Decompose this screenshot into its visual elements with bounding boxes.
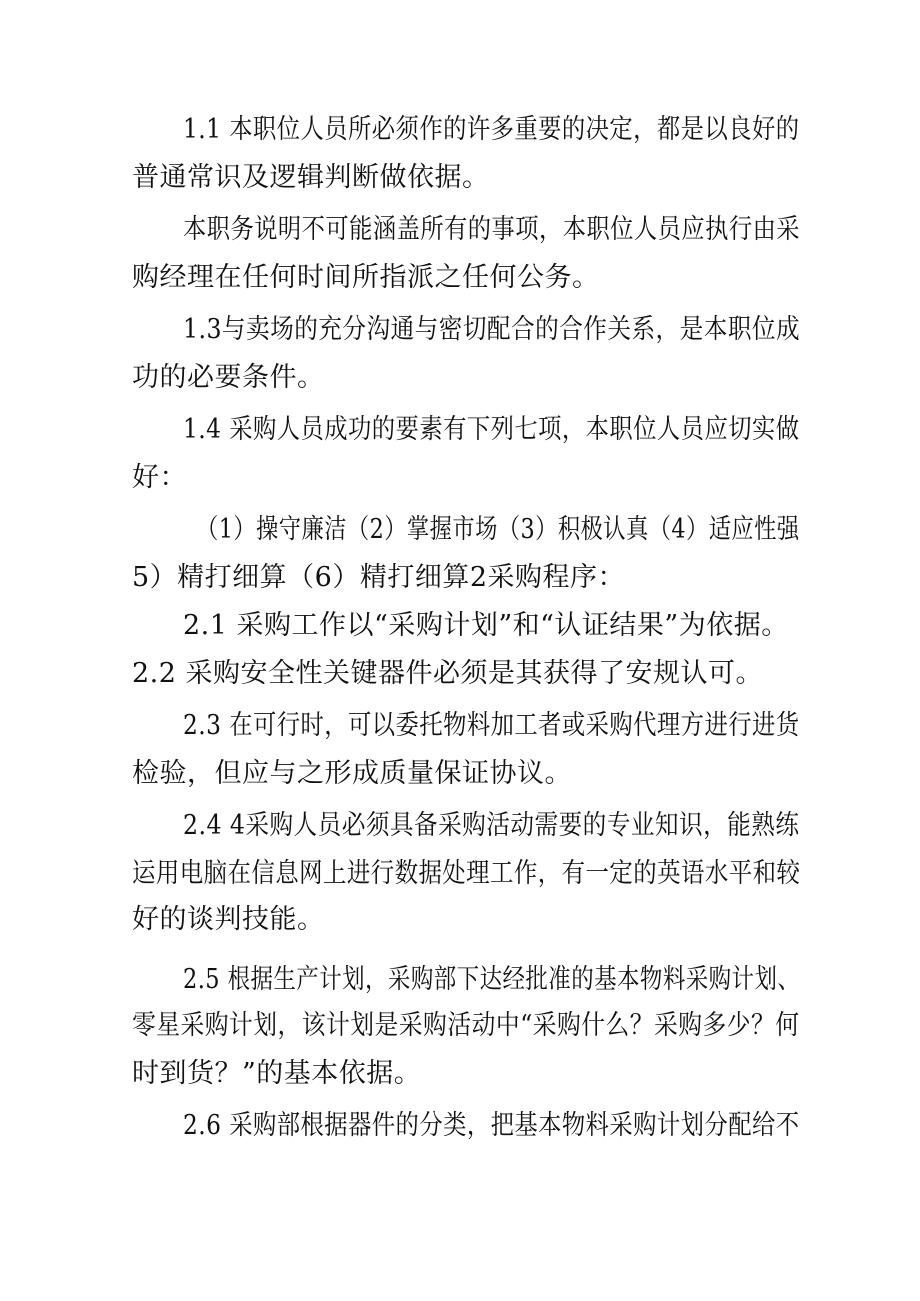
paragraph-4-line-2: 好： xyxy=(132,462,187,493)
paragraph-6-line-1: 2.1 采购工作以“采购计划”和“认证结果”为依据。 xyxy=(183,610,789,641)
paragraph-11-line-1: 2.6 采购部根据器件的分类，把基本物料采购计划分配给不 xyxy=(183,1110,800,1141)
paragraph-10-line-2: 零星采购计划，该计划是采购活动中“采购什么？采购多少？何 xyxy=(132,1010,800,1041)
paragraph-3-line-2: 功的必要条件。 xyxy=(132,362,325,393)
paragraph-2-line-1: 本职务说明不可能涵盖所有的事项，本职位人员应执行由采 xyxy=(183,214,801,245)
paragraph-1-line-1: 1.1 本职位人员所必须作的许多重要的决定，都是以良好的 xyxy=(183,114,800,145)
paragraph-9-line-2: 运用电脑在信息网上进行数据处理工作，有一定的英语水平和较 xyxy=(132,858,801,889)
paragraph-9-line-1: 2.4 4采购人员必须具备采购活动需要的专业知识，能熟练 xyxy=(183,810,800,841)
paragraph-5-line-1: （1）操守廉洁（2）掌握市场（3）积极认真（4）适应性强 xyxy=(196,514,800,545)
paragraph-7-line-1: 2.2 采购安全性关键器件必须是其获得了安规认可。 xyxy=(132,658,764,689)
paragraph-3-line-1: 1.3与卖场的充分沟通与密切配合的合作关系，是本职位成 xyxy=(183,314,801,345)
paragraph-10-line-1: 2.5 根据生产计划，采购部下达经批准的基本物料采购计划、 xyxy=(183,964,801,995)
paragraph-9-line-3: 好的谈判技能。 xyxy=(132,904,325,935)
paragraph-10-line-3: 时到货？”的基本依据。 xyxy=(132,1058,422,1089)
paragraph-8-line-2: 检验，但应与之形成质量保证协议。 xyxy=(132,758,572,789)
paragraph-2-line-2: 购经理在任何时间所指派之任何公务。 xyxy=(132,262,600,293)
paragraph-4-line-1: 1.4 采购人员成功的要素有下列七项，本职位人员应切实做 xyxy=(183,414,800,445)
paragraph-8-line-1: 2.3 在可行时，可以委托物料加工者或采购代理方进行进货 xyxy=(183,710,800,741)
paragraph-1-line-2: 普通常识及逻辑判断做依据。 xyxy=(132,162,490,193)
paragraph-5-line-2: 5）精打细算（6）精打细算2采购程序： xyxy=(132,562,626,593)
